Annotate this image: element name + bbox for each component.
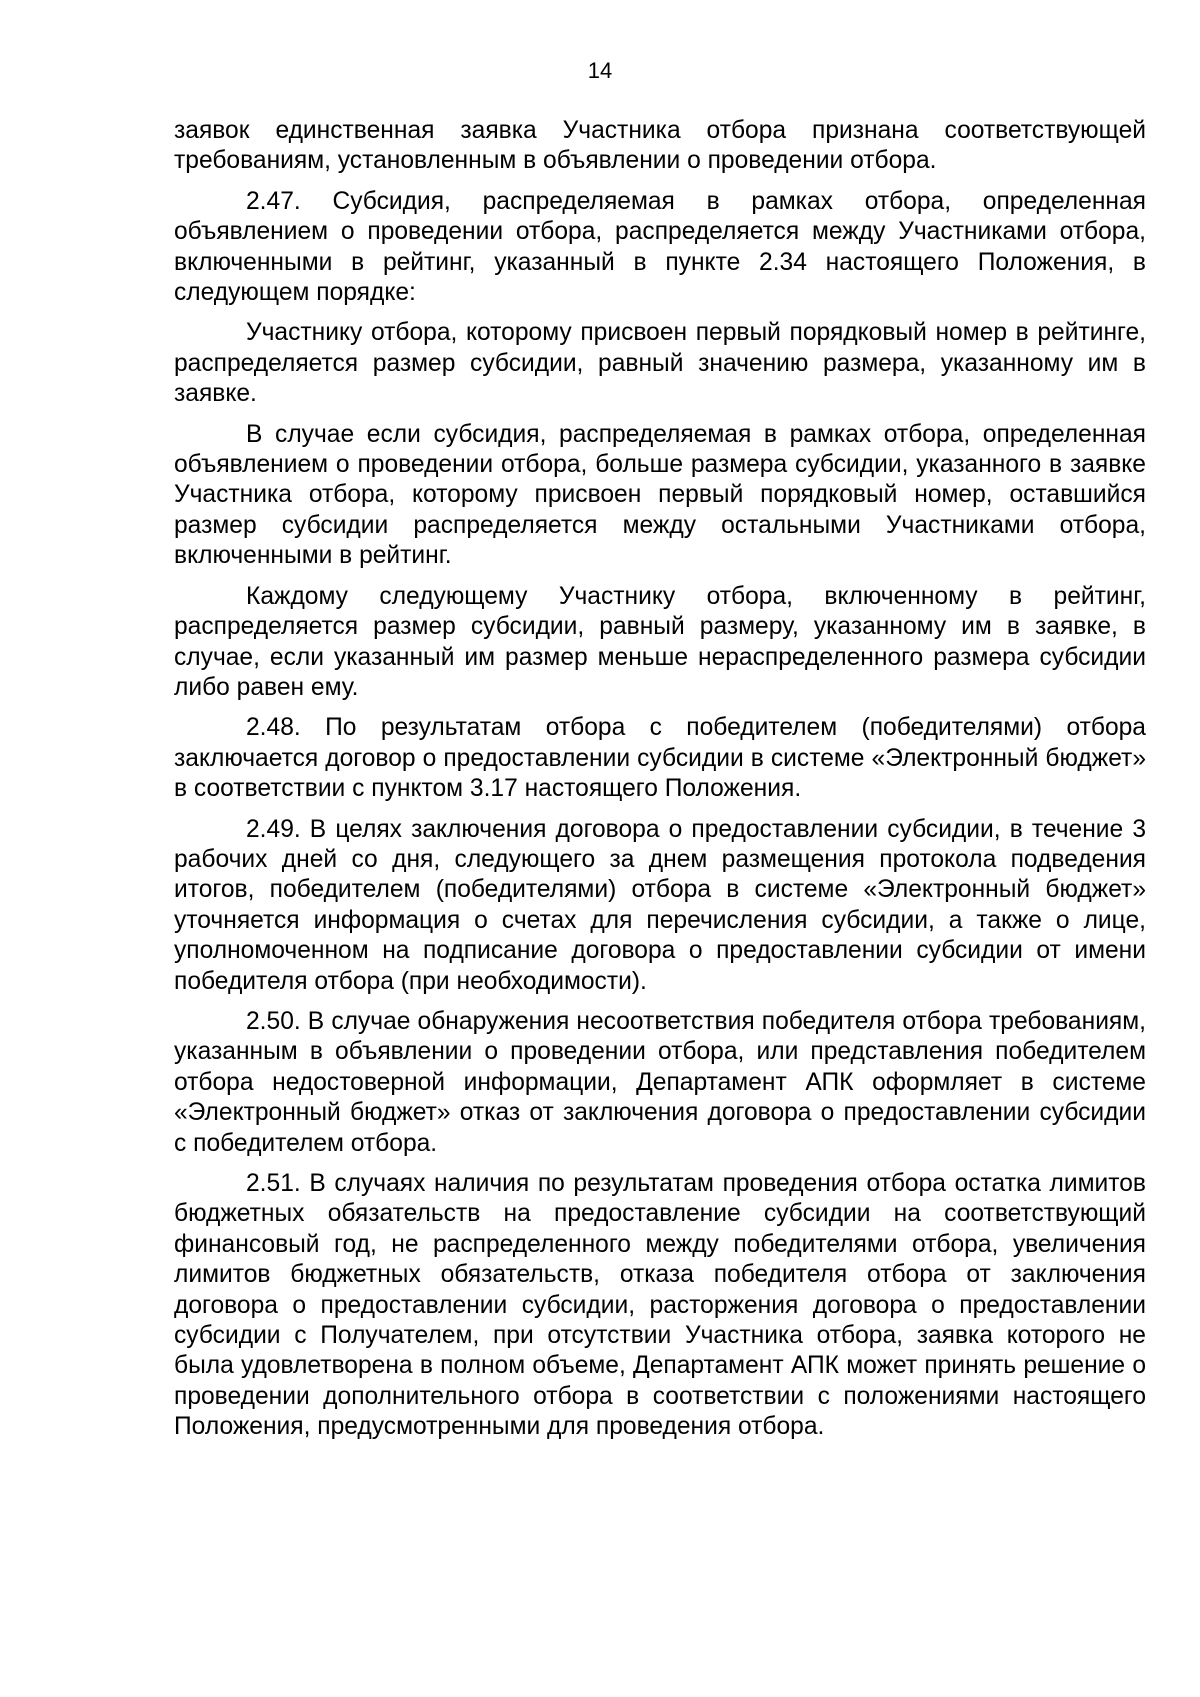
paragraph-first-participant: Участнику отбора, которому присвоен первый порядковый номер в рейтинге, распределяется размер субсидии, равный значению размера, указанному им в заявке. [174, 319, 1146, 408]
paragraph-2-51: 2.51. В случаях наличия по результатам проведения отбора остатка лимитов бюджетных обязательств на предоставление субсидии на соответствующий финансовый год, не распределенного между победителями отбора, увеличения лимитов бюджетных обязательств, отказа победителя отбора от заключения договора о предоставлении субсидии, расторжения договора о предоставлении субсидии с Получателем, при отсутствии Участника отбора, заявка которого не была удовлетворена в полном объеме, Департамент АПК может принять решение о проведении дополнительного отбора в соответствии с положениями настоящего Положения, предусмотренными для проведения отбора. [174, 1170, 1146, 1441]
page-number: 14 [587, 58, 613, 83]
paragraph-2-50: 2.50. В случае обнаружения несоответствия победителя отбора требованиям, указанным в объявлении о проведении отбора, или представления победителем отбора недостоверной информации, Департамент АПК оформляет в системе «Электронный бюджет» отказ от заключения договора о предоставлении субсидии с победителем отбора. [174, 1007, 1146, 1157]
paragraph-2-48: 2.48. По результатам отбора с победителем (победителями) отбора заключается договор о предоставлении субсидии в системе «Электронный бюджет» в соответствии с пунктом 3.17 настоящего Положения. [174, 714, 1146, 803]
paragraph-remaining-subsidy: В случае если субсидия, распределяемая в рамках отбора, определенная объявлением о проведении отбора, больше размера субсидии, указанного в заявке Участника отбора, которому присвоен первый порядковый номер, оставшийся размер субсидии распределяется между остальными Участниками отбора, включенными в рейтинг. [174, 420, 1146, 570]
paragraph-2-49: 2.49. В целях заключения договора о предоставлении субсидии, в течение 3 рабочих дней со дня, следующего за днем размещения протокола подведения итогов, победителем (победителями) отбора в системе «Электронный бюджет» уточняется информация о счетах для перечисления субсидии, а также о лице, уполномоченном на подписание договора о предоставлении субсидии от имени победителя отбора (при необходимости). [174, 815, 1146, 995]
paragraph-each-next-participant: Каждому следующему Участнику отбора, включенному в рейтинг, распределяется размер субсидии, равный размеру, указанному им в заявке, в случае, если указанный им размер меньше нераспределенного размера субсидии либо равен ему. [174, 582, 1146, 701]
paragraph-2-47: 2.47. Субсидия, распределяемая в рамках отбора, определенная объявлением о проведении отбора, распределяется между Участниками отбора, включенными в рейтинг, указанный в пункте 2.34 настоящего Положения, в следующем порядке: [174, 187, 1146, 307]
paragraph-continuation: заявок единственная заявка Участника отбора признана соответствующей требованиям, установленным в объявлении о проведении отбора. [174, 117, 1146, 175]
document-body [174, 116, 1146, 1453]
